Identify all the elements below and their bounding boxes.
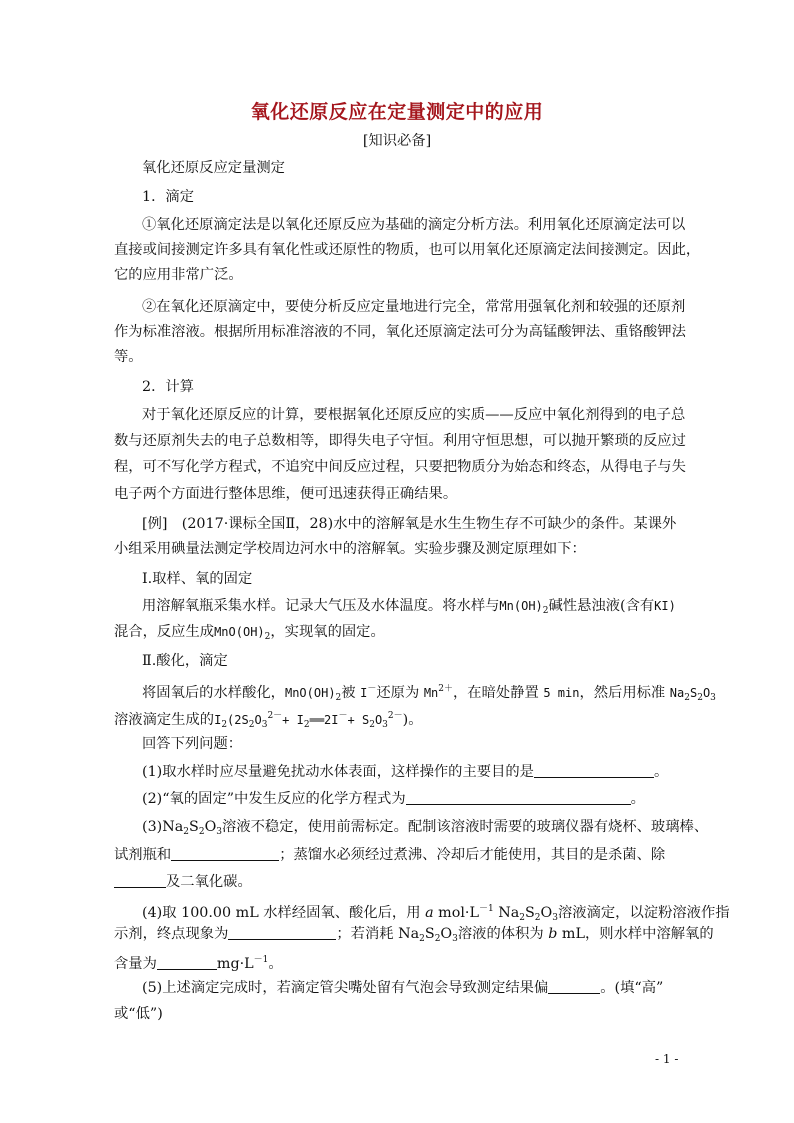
- paragraph-line: 作为标准溶液。根据所用标准溶液的不同，氧化还原滴定法可分为高锰酸钾法、重铬酸钾法: [114, 324, 686, 340]
- question-2: (2)“氧的固定”中发生反应的化学方程式为 。: [142, 791, 645, 807]
- step2-line: 溶液滴定生成的$I_2(2S_2O_3^{2-}+$ $I_2══2I^-+ S_2O_3^{2-}$)。: [114, 711, 423, 730]
- page-title: 氧化还原反应在定量测定中的应用: [250, 101, 544, 123]
- answer-blank[interactable]: [228, 925, 336, 940]
- question-3-line: 及二氧化碳。: [114, 872, 252, 892]
- question-4-line: 含量为 $mg\cdot L^{-1}$。: [114, 955, 283, 972]
- answer-blank[interactable]: [157, 955, 217, 970]
- question-4: (4)取 100.00 mL 水样经固氧、酸化后，用 a $mol\cdot L^{-1}$ $Na_2S_2O_3$溶液滴定，以淀粉溶液作指: [142, 904, 730, 923]
- answer-blank[interactable]: [548, 979, 600, 994]
- paragraph-line: ①氧化还原滴定法是以氧化还原反应为基础的滴定分析方法。利用氧化还原滴定法可以: [142, 217, 686, 233]
- paragraph-line: 对于氧化还原反应的计算，要根据氧化还原反应的实质——反应中氧化剂得到的电子总: [142, 407, 686, 423]
- page-number: - 1 -: [655, 1052, 679, 1066]
- answer-blank[interactable]: [406, 790, 631, 805]
- paragraph-line: 直接或间接测定许多具有氧化性或还原性的物质，也可以用氧化还原滴定法间接测定。因此，: [114, 242, 701, 258]
- answer-blank[interactable]: [114, 873, 166, 888]
- question-3-line: 试剂瓶和 ；蒸馏水必须经过煮沸、冷却后才能使用，其目的是杀菌、除: [114, 847, 666, 863]
- answer-blank[interactable]: [534, 763, 654, 778]
- example-line: [例] (2017·课标全国Ⅱ，28)水中的溶解氧是水生生物生存不可缺少的条件。某课外: [142, 516, 677, 532]
- subheading-calculation: 2．计算: [142, 379, 194, 395]
- question-5-line: 或“低”): [114, 1006, 163, 1022]
- step2-heading: Ⅱ.酸化，滴定: [142, 653, 228, 669]
- paragraph-line: 等。: [114, 349, 143, 365]
- paragraph-line: 程，可不写化学方程式，不追究中间反应过程，只要把物质分为始态和终态，从得电子与失: [114, 459, 686, 475]
- subheading-titration: 1．滴定: [142, 189, 194, 205]
- step2-line: 将固氧后的水样酸化，$MnO(OH)_2$被 I－还原为 $Mn^{2+}$，在暗处静置 5 min，然后用标准 $Na_2S_2O_3$: [142, 684, 716, 703]
- step1-line: 用溶解氧瓶采集水样。记录大气压及水体温度。将水样与$Mn(OH)_2$碱性悬浊液(含有KI): [142, 598, 676, 616]
- paragraph-line: ②在氧化还原滴定中，要使分析反应定量地进行完全，常常用强氧化剂和较强的还原剂: [142, 299, 686, 315]
- paragraph-line: 数与还原剂失去的电子总数相等，即得失电子守恒。利用守恒思想，可以抛开繁琐的反应过: [114, 433, 686, 449]
- question-3: $(3)Na_2S_2O_3$溶液不稳定，使用前需标定。配制该溶液时需要的玻璃仪器有烧杯、玻璃棒、: [142, 819, 709, 837]
- answer-blank[interactable]: [171, 846, 279, 861]
- main-heading: 氧化还原反应定量测定: [142, 160, 285, 176]
- example-line: 小组采用碘量法测定学校周边河水中的溶解氧。实验步骤及测定原理如下：: [114, 541, 586, 557]
- question-1: (1)取水样时应尽量避免扰动水体表面，这样操作的主要目的是 。: [142, 764, 669, 780]
- paragraph-line: 电子两个方面进行整体思维，便可迅速获得正确结果。: [114, 486, 458, 502]
- section-tag: [知识必备]: [362, 133, 432, 149]
- question-5: (5)上述滴定完成时，若滴定管尖嘴处留有气泡会导致测定结果偏 。(填“高”: [142, 980, 664, 996]
- paragraph-line: 它的应用非常广泛。: [114, 267, 243, 283]
- step1-line: 混合，反应生成$MnO(OH)_2$，实现氧的固定。: [114, 624, 385, 642]
- questions-intro: 回答下列问题：: [142, 736, 243, 752]
- question-4-line: 示剂，终点现象为 ；若消耗 $Na_2S_2O_3$溶液的体积为 b mL，则水样中溶解氧的: [114, 926, 714, 944]
- step1-heading: Ⅰ.取样、氧的固定: [142, 571, 253, 587]
